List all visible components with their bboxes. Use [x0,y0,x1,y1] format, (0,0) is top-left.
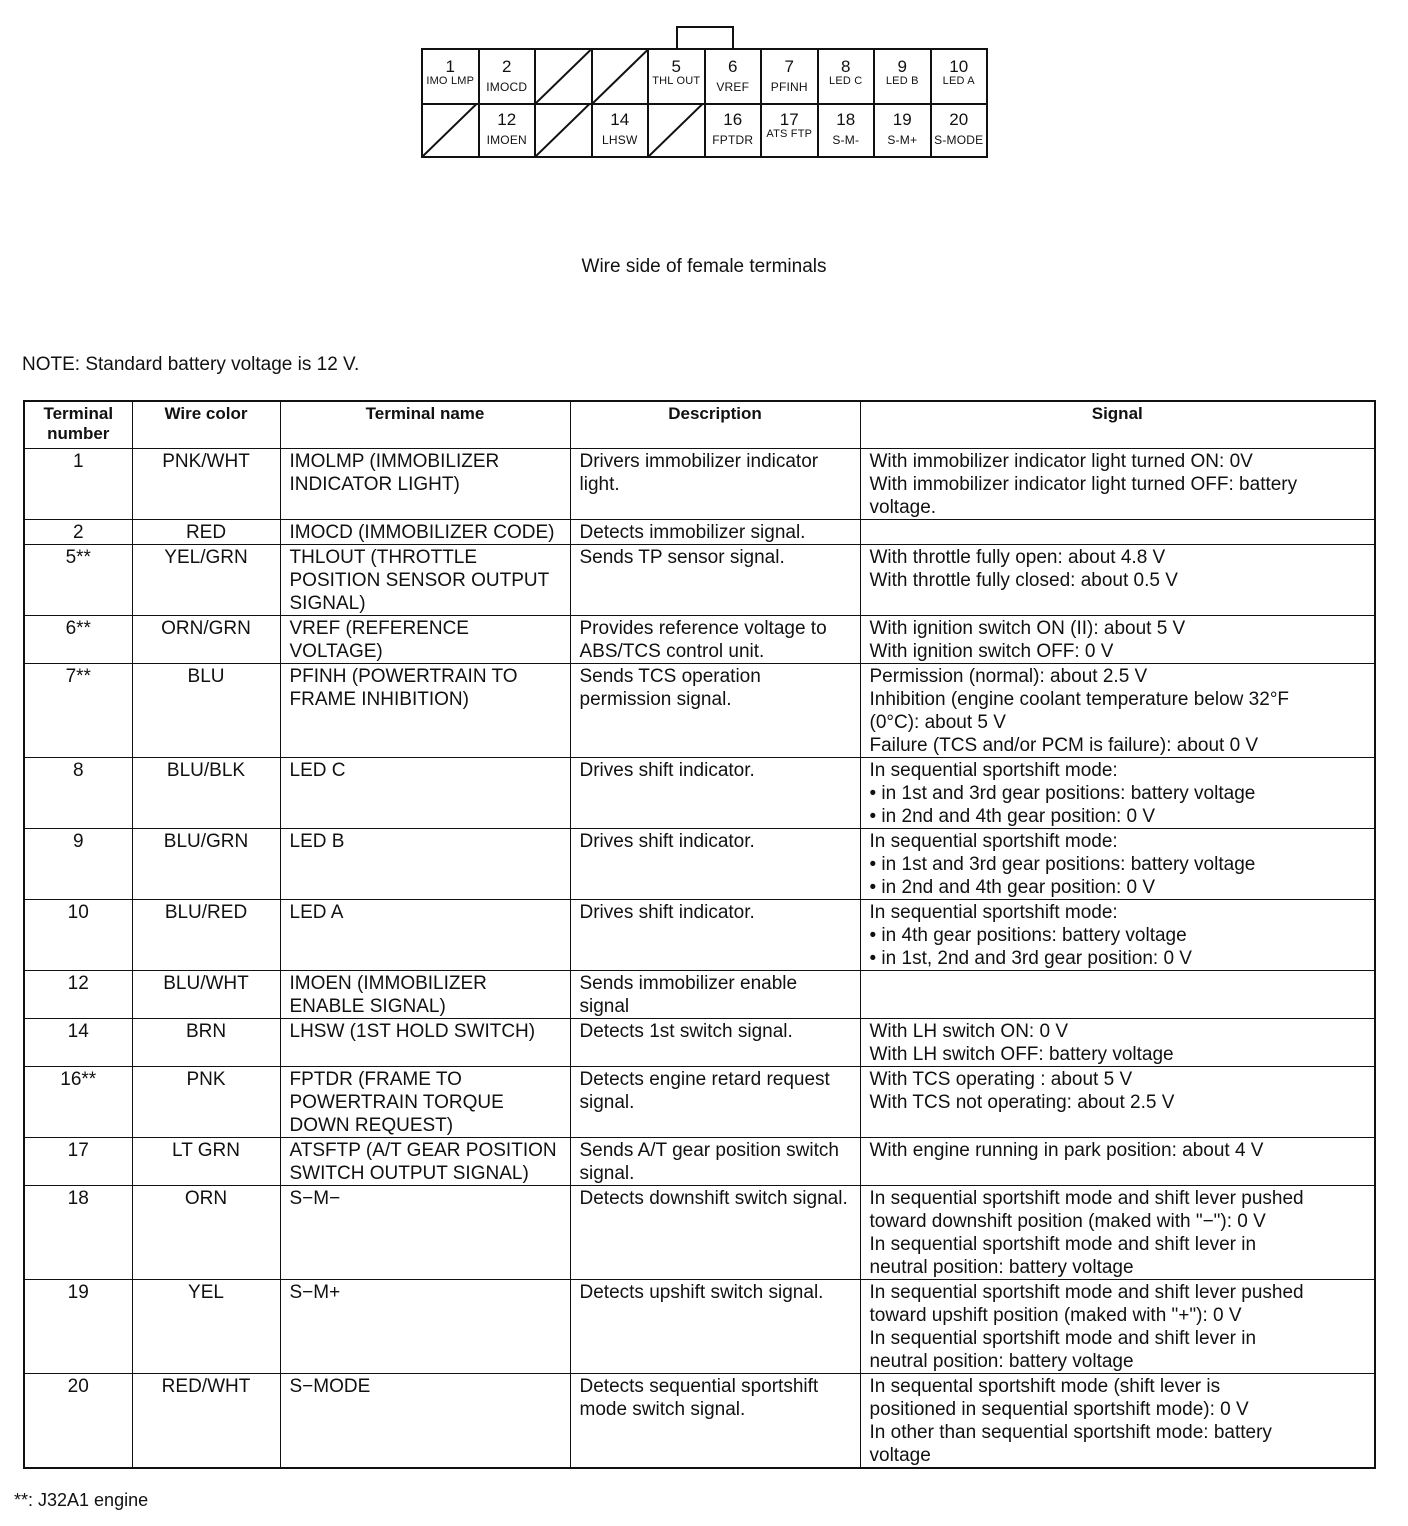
cell-wire-color: BLU [132,664,280,758]
cell-signal [860,829,1375,900]
cell-signal [860,520,1375,545]
cell-signal [860,449,1375,520]
connector-key [676,26,734,49]
cell-wire-color: BLU/BLK [132,758,280,829]
connector-pin-empty [536,103,593,156]
cell-terminal: 14 [24,1019,132,1067]
signal-line: voltage [869,1445,931,1466]
connector-pin-20 [932,103,987,156]
cell-terminal: 9 [24,829,132,900]
pin-number: 19 [892,110,912,129]
cell-signal [860,1019,1375,1067]
pin-label: LED C [829,75,863,87]
connector-pin-1 [423,50,480,103]
pin-number: 18 [836,110,856,129]
connector-pin-empty [593,50,650,103]
signal-line: With LH switch OFF: battery voltage [869,1044,1174,1065]
connector-pin-5 [649,50,706,103]
cell-description: Sends A/T gear position switch signal. [570,1138,860,1186]
signal-line: (0°C): about 5 V [869,712,1006,733]
pin-number: 9 [897,57,907,76]
connector-pin-7 [762,50,819,103]
signal-line: With throttle fully open: about 4.8 V [869,547,1166,568]
table-row [24,1138,1375,1186]
connector-pin-18 [819,103,876,156]
table-row [24,1374,1375,1469]
cell-terminal-name: S−M+ [280,1280,570,1374]
connector-top-row [423,50,986,105]
signal-line: In sequential sportshift mode: [869,760,1118,781]
pin-label: PFINH [770,80,808,94]
pin-number: 20 [949,110,969,129]
signal-line: positioned in sequential sportshift mode): 0 V [869,1399,1249,1420]
pin-number: 8 [841,57,851,76]
connector-pin-empty [423,103,480,156]
cell-terminal: 5** [24,545,132,616]
cell-terminal-name: LHSW (1ST HOLD SWITCH) [280,1019,570,1067]
signal-line: In sequential sportshift mode and shift lever in [869,1234,1257,1255]
pin-label: FPTDR [712,133,754,147]
cell-terminal-name: VREF (REFERENCE VOLTAGE) [280,616,570,664]
signal-line: • in 1st and 3rd gear positions: battery voltage [869,854,1256,875]
cell-wire-color: PNK [132,1067,280,1138]
pin-label: S-M- [832,133,860,147]
connector-pin-9 [875,50,932,103]
terminal-table [23,400,1376,1469]
connector-pin-17 [762,103,819,156]
signal-line: toward downshift position (maked with "−"): 0 V [869,1211,1266,1232]
cell-description: Sends TCS operation permission signal. [570,664,860,758]
signal-line: neutral position: battery voltage [869,1351,1134,1372]
cell-terminal: 17 [24,1138,132,1186]
pin-number: 5 [671,57,681,76]
signal-line: • in 1st and 3rd gear positions: battery voltage [869,783,1256,804]
pin-label: LED B [885,75,919,87]
pin-number: 7 [784,57,794,76]
signal-line: Permission (normal): about 2.5 V [869,666,1148,687]
pin-label: IMO LMP [426,75,475,87]
cell-description: Drives shift indicator. [570,900,860,971]
header-wire-color: Wire color [132,401,280,449]
cell-signal [860,1186,1375,1280]
table-body [24,449,1375,1469]
cell-description: Sends immobilizer enable signal [570,971,860,1019]
cell-description: Detects upshift switch signal. [570,1280,860,1374]
cell-signal [860,545,1375,616]
cell-signal [860,900,1375,971]
table-row [24,664,1375,758]
cell-wire-color: ORN [132,1186,280,1280]
cell-terminal: 1 [24,449,132,520]
cell-signal [860,1138,1375,1186]
cell-signal [860,758,1375,829]
cell-description: Detects 1st switch signal. [570,1019,860,1067]
cell-description: Provides reference voltage to ABS/TCS control unit. [570,616,860,664]
pin-label: S-MODE [934,133,984,147]
diagram-caption: Wire side of female terminals [581,256,827,277]
pin-label: LED A [942,75,975,87]
signal-line: With throttle fully closed: about 0.5 V [869,570,1178,591]
connector-pin-19 [875,103,932,156]
cell-terminal-name: IMOLMP (IMMOBILIZER INDICATOR LIGHT) [280,449,570,520]
cell-wire-color: RED/WHT [132,1374,280,1469]
header-description: Description [570,401,860,449]
battery-note: NOTE: Standard battery voltage is 12 V. [22,354,360,375]
signal-line: In sequential sportshift mode: [869,831,1118,852]
table-row [24,616,1375,664]
cell-terminal: 18 [24,1186,132,1280]
cell-terminal-name: IMOEN (IMMOBILIZER ENABLE SIGNAL) [280,971,570,1019]
cell-description: Drivers immobilizer indicator light. [570,449,860,520]
cell-signal [860,1067,1375,1138]
cell-terminal: 8 [24,758,132,829]
signal-line: • in 2nd and 4th gear position: 0 V [869,806,1156,827]
signal-line: In sequential sportshift mode and shift lever pushed [869,1282,1304,1303]
cell-terminal-name: LED A [280,900,570,971]
signal-line: With immobilizer indicator light turned OFF: battery [869,474,1298,495]
cell-wire-color: PNK/WHT [132,449,280,520]
pin-label: S-M+ [887,133,918,147]
table-header-row [24,401,1375,449]
cell-wire-color: ORN/GRN [132,616,280,664]
pin-label: THL OUT [652,75,701,87]
pin-number: 1 [445,57,455,76]
signal-line: Failure (TCS and/or PCM is failure): about 0 V [869,735,1259,756]
pin-label: IMOEN [486,133,527,147]
pin-number: 12 [497,110,517,129]
cell-signal [860,1280,1375,1374]
signal-line: In sequental sportshift mode (shift lever is [869,1376,1221,1397]
signal-line: neutral position: battery voltage [869,1257,1134,1278]
table-row [24,900,1375,971]
cell-wire-color: BLU/GRN [132,829,280,900]
signal-line: With TCS not operating: about 2.5 V [869,1092,1175,1113]
table-row [24,545,1375,616]
signal-line: • in 1st, 2nd and 3rd gear position: 0 V [869,948,1192,969]
cell-signal [860,971,1375,1019]
connector-pin-16 [706,103,763,156]
cell-description: Drives shift indicator. [570,829,860,900]
pin-number: 14 [610,110,630,129]
cell-terminal-name: S−M− [280,1186,570,1280]
table-row [24,1280,1375,1374]
signal-line: In sequential sportshift mode: [869,902,1118,923]
table-row [24,829,1375,900]
cell-signal [860,664,1375,758]
cell-terminal: 12 [24,971,132,1019]
cell-terminal-name: LED C [280,758,570,829]
cell-description: Sends TP sensor signal. [570,545,860,616]
cell-terminal: 16** [24,1067,132,1138]
signal-line: With TCS operating : about 5 V [869,1069,1133,1090]
cell-wire-color: LT GRN [132,1138,280,1186]
pin-label: VREF [716,80,750,94]
cell-terminal-name: S−MODE [280,1374,570,1469]
cell-signal [860,1374,1375,1469]
connector-pin-10 [932,50,987,103]
connector-pin-empty [536,50,593,103]
signal-line: • in 2nd and 4th gear position: 0 V [869,877,1156,898]
cell-description: Drives shift indicator. [570,758,860,829]
cell-wire-color: BLU/WHT [132,971,280,1019]
cell-description: Detects downshift switch signal. [570,1186,860,1280]
table-row [24,1019,1375,1067]
header-signal: Signal [860,401,1375,449]
signal-line: voltage. [869,497,937,518]
cell-terminal: 6** [24,616,132,664]
cell-terminal-name: THLOUT (THROTTLE POSITION SENSOR OUTPUT SIGNAL) [280,545,570,616]
signal-line: Inhibition (engine coolant temperature below 32°F [869,689,1290,710]
header-terminal-number: Terminal number [24,401,132,449]
signal-line: In other than sequential sportshift mode: battery [869,1422,1272,1443]
cell-wire-color: RED [132,520,280,545]
pin-label: ATS FTP [766,128,813,140]
cell-terminal-name: ATSFTP (A/T GEAR POSITION SWITCH OUTPUT SIGNAL) [280,1138,570,1186]
connector-pin-2 [480,50,537,103]
cell-terminal-name: LED B [280,829,570,900]
cell-description: Detects sequential sportshift mode switch signal. [570,1374,860,1469]
cell-signal [860,616,1375,664]
table-row [24,520,1375,545]
cell-description: Detects engine retard request signal. [570,1067,860,1138]
signal-line: With ignition switch OFF: 0 V [869,641,1114,662]
cell-terminal-name: FPTDR (FRAME TO POWERTRAIN TORQUE DOWN REQUEST) [280,1067,570,1138]
table-row [24,449,1375,520]
connector-pin-6 [706,50,763,103]
signal-line: With ignition switch ON (II): about 5 V [869,618,1186,639]
pin-number: 17 [779,110,799,129]
connector-bottom-row [423,103,986,156]
header-terminal-name: Terminal name [280,401,570,449]
signal-line: With LH switch ON: 0 V [869,1021,1068,1042]
cell-description: Detects immobilizer signal. [570,520,860,545]
cell-wire-color: YEL [132,1280,280,1374]
cell-terminal-name: PFINH (POWERTRAIN TO FRAME INHIBITION) [280,664,570,758]
cell-wire-color: BRN [132,1019,280,1067]
table-row [24,758,1375,829]
signal-line: toward upshift position (maked with "+"): 0 V [869,1305,1242,1326]
connector-pin-12 [480,103,537,156]
pin-label: IMOCD [486,80,528,94]
table-row [24,1067,1375,1138]
cell-terminal-name: IMOCD (IMMOBILIZER CODE) [280,520,570,545]
pin-number: 2 [502,57,512,76]
signal-line: With immobilizer indicator light turned ON: 0V [869,451,1253,472]
table-row [24,1186,1375,1280]
pin-number: 16 [723,110,743,129]
table-row [24,971,1375,1019]
cell-terminal: 7** [24,664,132,758]
pin-number: 10 [949,57,969,76]
cell-wire-color: BLU/RED [132,900,280,971]
signal-line: • in 4th gear positions: battery voltage [869,925,1187,946]
connector-pin-8 [819,50,876,103]
connector-pin-14 [593,103,650,156]
cell-terminal: 2 [24,520,132,545]
cell-terminal: 10 [24,900,132,971]
connector-diagram [421,48,988,158]
signal-line: With engine running in park position: about 4 V [869,1140,1264,1161]
cell-terminal: 19 [24,1280,132,1374]
connector-pin-empty [649,103,706,156]
footnote: **: J32A1 engine [14,1490,149,1510]
signal-line: In sequential sportshift mode and shift lever pushed [869,1188,1304,1209]
cell-terminal: 20 [24,1374,132,1469]
signal-line: In sequential sportshift mode and shift lever in [869,1328,1257,1349]
cell-wire-color: YEL/GRN [132,545,280,616]
pin-label: LHSW [602,133,638,147]
pin-number: 6 [728,57,738,76]
